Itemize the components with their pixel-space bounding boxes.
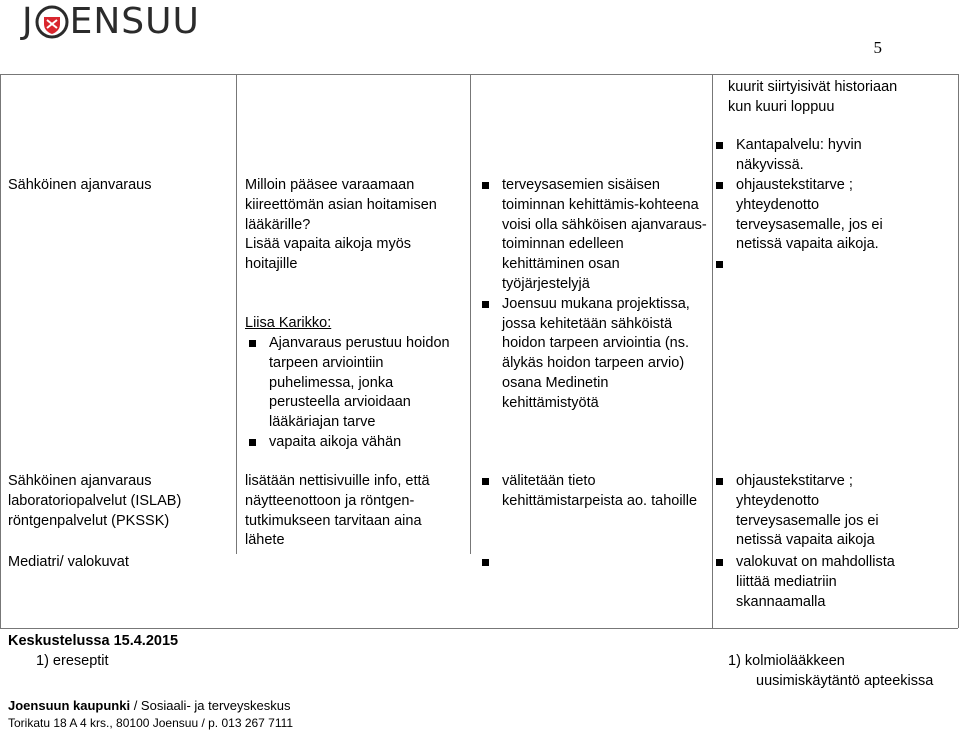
row1-actions: [478, 176, 707, 414]
row3-notes: [712, 553, 895, 612]
row1-comment-bullets: [245, 334, 450, 453]
row1-notes: [712, 176, 883, 275]
column-divider: [470, 74, 471, 554]
list-item: ohjaustekstitarve ; yhteydenotto terveysasemalle, jos ei netissä vapaita aikoja.: [712, 176, 883, 255]
discussion-title: Keskustelussa 15.4.2015: [8, 633, 179, 649]
discussion-right-item: 1) kolmiolääkkeen uusimiskäytäntö apteekissa: [728, 653, 934, 689]
footer-org-line: Joensuun kaupunki / Sosiaali- ja terveyskeskus: [8, 698, 291, 713]
logo-emblem-icon: [35, 5, 69, 39]
joensuu-logo: [22, 2, 200, 42]
row2-actions: [478, 472, 697, 512]
continued-text: kuurit siirtyisivät historiaan kun kuuri loppuu: [728, 79, 898, 115]
discussion-left-item: 1) ereseptit: [36, 653, 109, 669]
row2-topic: Sähköinen ajanvaraus laboratoriopalvelut (ISLAB) röntgenpalvelut (PKSSK): [8, 473, 182, 529]
footer-address: Torikatu 18 A 4 krs., 80100 Joensuu / p. 013 267 7111: [8, 716, 294, 730]
row2-notes: [712, 472, 879, 551]
list-item: terveysasemien sisäisen toiminnan kehittämis-kohteena voisi olla sähköisen ajanvaraus- toiminnan edelleen kehittäminen osan työjärjestelyjä: [478, 176, 707, 295]
row2-description: lisätään nettisivuille info, että näytteenottoon ja röntgen- tutkimukseen tarvitaan aina lähete: [245, 473, 430, 549]
footer-dept: Sosiaali- ja terveyskeskus: [140, 698, 291, 713]
list-item: valokuvat on mahdollista liittää mediatriin skannaamalla: [712, 553, 895, 612]
list-item: ohjaustekstitarve ; yhteydenotto terveysasemalle jos ei netissä vapaita aikoja: [712, 472, 879, 551]
table-left-border: [0, 74, 1, 628]
list-item: Joensuu mukana projektissa, jossa kehitetään sähköistä hoidon tarpeen arviointia (ns. älykäs hoidon tarpeen arvio) osana Medinetin kehittämistyötä: [478, 295, 707, 414]
kantapalvelu-bullet: [712, 136, 862, 176]
footer-org: Joensuun kaupunki: [8, 698, 131, 713]
list-item: [712, 255, 883, 275]
list-item: vapaita aikoja vähän: [245, 433, 450, 453]
list-item: Ajanvaraus perustuu hoidon tarpeen arviointiin puhelimessa, jonka perusteella arvioidaan lääkäriajan tarve: [245, 334, 450, 433]
row1-topic: Sähköinen ajanvaraus: [8, 177, 152, 193]
logo-text-left: J: [22, 1, 34, 43]
row1-question: Milloin pääsee varaamaan kiireettömän asian hoitamisen lääkärille? Lisää vapaita aikoja myös hoitajille Liisa Karikko:: [245, 176, 437, 334]
table-right-border: [958, 74, 959, 628]
page-number: 5: [873, 38, 882, 57]
row3-topic: Mediatri/ valokuvat: [8, 554, 129, 570]
table-bottom-border: [0, 628, 958, 629]
logo-text-right: ENSUU: [69, 1, 200, 43]
list-item: välitetään tieto kehittämistarpeista ao. tahoille: [478, 472, 697, 512]
column-divider: [236, 74, 237, 554]
commenter-name: Liisa Karikko:: [245, 314, 332, 331]
list-item: Kantapalvelu: hyvin näkyvissä.: [712, 136, 862, 176]
empty-bullet: [482, 559, 489, 566]
table-top-border: [0, 74, 958, 75]
